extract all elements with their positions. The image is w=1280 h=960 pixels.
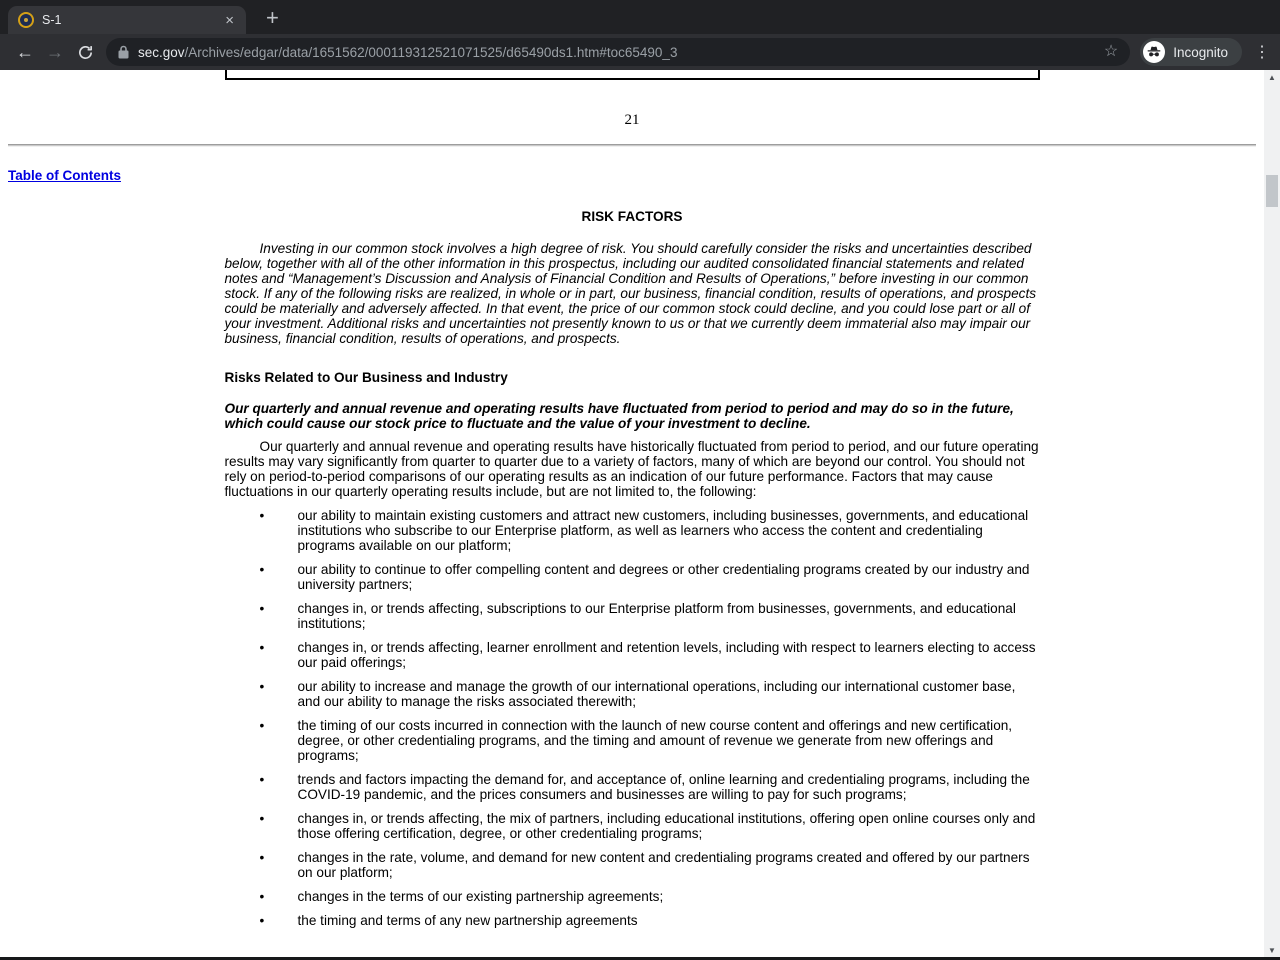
list-item: • trends and factors impacting the demand for, and acceptance of, online learning and credentialing programs, including the COVID-19 pandemic, and the prices consumers and businesses are willing to pay for such programs; bbox=[225, 772, 1040, 802]
tab-s1[interactable] bbox=[8, 6, 246, 34]
incognito-badge bbox=[1140, 38, 1242, 66]
url-path: /Archives/edgar/data/1651562/000119312521071525/d65490ds1.htm#toc65490_3 bbox=[184, 44, 678, 60]
scroll-up-icon[interactable]: ▲ bbox=[1268, 73, 1276, 82]
table-of-contents-link[interactable]: Table of Contents bbox=[8, 168, 121, 183]
incognito-icon bbox=[1143, 41, 1165, 63]
document-content bbox=[225, 209, 1040, 928]
menu-icon[interactable]: ⋮ bbox=[1254, 44, 1270, 61]
risk-subheading: Our quarterly and annual revenue and operating results have fluctuated from period to period and may do so in the future, which could cause our stock price to fluctuate and the value of your investment to decline. bbox=[224, 401, 1014, 431]
list-item: • changes in, or trends affecting, learner enrollment and retention levels, including with respect to learners electing to access our paid offerings; bbox=[225, 640, 1040, 670]
list-item: • our ability to continue to offer compelling content and degrees or other credentialing programs created by our industry and university partners; bbox=[225, 562, 1040, 592]
list-item: • changes in the rate, volume, and demand for new content and credentialing programs created and offered by our partners on our platform; bbox=[225, 850, 1040, 880]
browser-toolbar bbox=[0, 34, 1280, 70]
page-number: 21 bbox=[624, 112, 640, 128]
tab-strip bbox=[0, 0, 1280, 34]
forward-icon[interactable]: → bbox=[46, 42, 64, 62]
vertical-scrollbar[interactable] bbox=[1264, 70, 1280, 960]
bookmark-star-icon[interactable]: ☆ bbox=[1103, 43, 1119, 60]
reload-icon[interactable] bbox=[70, 44, 100, 61]
horizontal-rule bbox=[8, 144, 1256, 147]
list-item: • our ability to maintain existing customers and attract new customers, including businesses, governments, and educational institutions who subscribe to our Enterprise platform, as well as learners who access the content and credentialing programs available on our platform; bbox=[225, 508, 1040, 553]
sec-document bbox=[0, 70, 1264, 928]
tab-title: S-1 bbox=[42, 13, 62, 27]
page-viewport bbox=[0, 70, 1280, 960]
risk-body-paragraph: Our quarterly and annual revenue and operating results have historically fluctuated from period to period, and our future operating results may vary significantly from quarter to quarter due to a variety of factors, many of which are beyond our control. You should not rely on period-to-period comparisons of our operating results as an indication of our future performance. Factors that may cause fluctuations in our quarterly operating results include, but are not limited to, the following: bbox=[224, 439, 1039, 499]
table-bottom-border bbox=[225, 70, 1040, 80]
lock-icon[interactable] bbox=[118, 45, 129, 59]
address-bar[interactable] bbox=[106, 38, 1130, 66]
intro-paragraph: Investing in our common stock involves a high degree of risk. You should carefully consider the risks and uncertainties described below, together with all of the other information in this prospectus, including our audited consolidated financial statements and related notes and “Management’s Discussion and Analysis of Financial Condition and Results of Operations,” before investing in our common stock. If any of the following risks are realized, in whole or in part, our business, financial condition, results of operations, and prospects could be materially and adversely affected. In that event, the price of our common stock could decline, and you could lose part or all of your investment. Additional risks and uncertainties not presently known to us or that we currently deem immaterial also may impair our business, financial condition, results of operations, and prospects. bbox=[224, 241, 1037, 346]
sec-seal-favicon bbox=[18, 12, 34, 28]
list-item: • changes in the terms of our existing partnership agreements; bbox=[225, 889, 1040, 904]
scrollbar-thumb[interactable] bbox=[1266, 175, 1278, 207]
section-heading: Risks Related to Our Business and Industry bbox=[224, 370, 508, 385]
list-item: • the timing of our costs incurred in connection with the launch of new course content and offerings and new certification, degree, or other credentialing programs, and the timing and amount of revenue we generate from new offerings and programs; bbox=[225, 718, 1040, 763]
list-item-partial: • the timing and terms of any new partnership agreements bbox=[225, 913, 1040, 928]
close-tab-icon[interactable]: × bbox=[225, 11, 234, 29]
scroll-down-icon[interactable]: ▼ bbox=[1268, 946, 1276, 955]
list-item: • changes in, or trends affecting, subscriptions to our Enterprise platform from businesses, governments, and educational institutions; bbox=[225, 601, 1040, 631]
list-item: • changes in, or trends affecting, the mix of partners, including educational institutions, offering open online courses only and those offering certification, degree, or other credentialing programs; bbox=[225, 811, 1040, 841]
back-icon[interactable]: ← bbox=[16, 42, 34, 62]
url-host: sec.gov bbox=[138, 44, 185, 60]
incognito-label: Incognito bbox=[1173, 44, 1228, 60]
risk-factors-list bbox=[225, 508, 1040, 928]
risk-factors-heading: RISK FACTORS bbox=[581, 209, 683, 224]
url-text bbox=[138, 45, 677, 60]
new-tab-button[interactable]: + bbox=[266, 5, 279, 30]
list-item: • our ability to increase and manage the growth of our international operations, including our international customer base, and our ability to manage the risks associated therewith; bbox=[225, 679, 1040, 709]
